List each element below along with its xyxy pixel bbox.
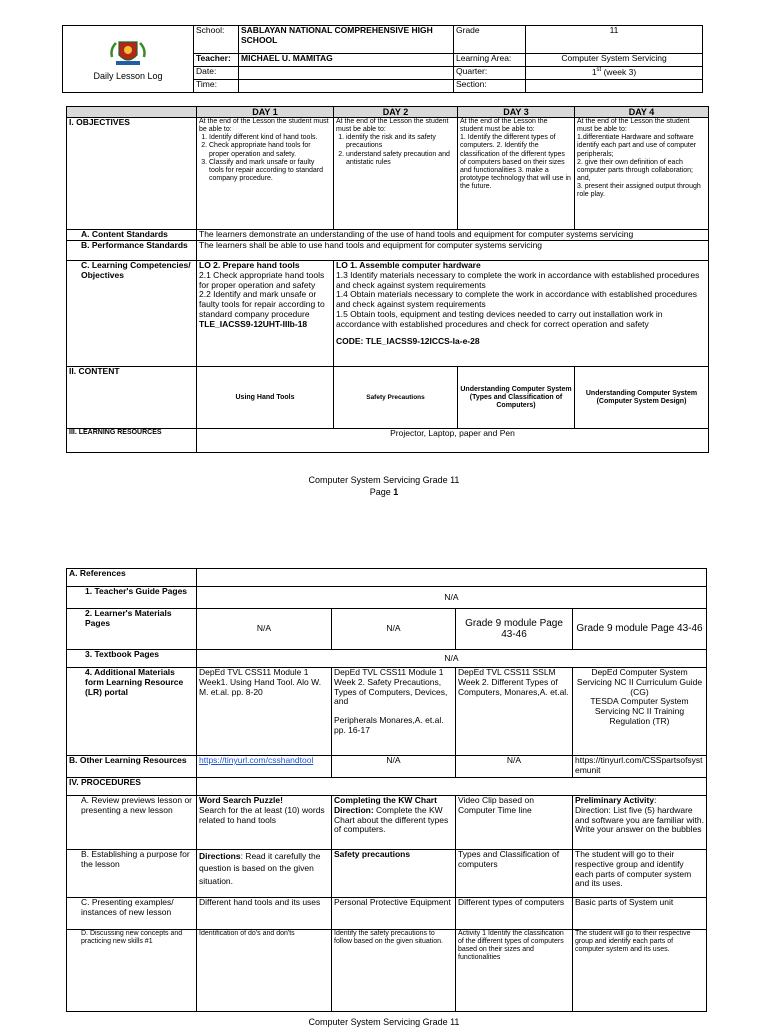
procedure-b-day4: The student will go to their respective group and identify each parts of computer system and its uses. — [573, 850, 707, 898]
procedure-d-day2: Identify the safety precautions to follow based on the given situation. — [332, 930, 456, 1012]
procedures-label: IV. PROCEDURES — [67, 778, 197, 796]
lo2-body: 2.1 Check appropriate hand tools for proper operation and safety 2.2 Identify and mark unsafe or faulty tools for repair according to standard company procedure — [199, 269, 325, 319]
objectives-day1-item: 2. Check appropriate hand tools for proper operation and safety. — [209, 142, 331, 158]
learners-materials-day1: N/A — [197, 609, 332, 650]
competencies-day1 — [197, 261, 334, 367]
procedure-a-day3: Video Clip based on Computer Time line — [456, 796, 573, 850]
resources-text: Projector, Laptop, paper and Pen — [197, 429, 709, 453]
content-day4: Understanding Computer System (Computer System Design) — [575, 367, 709, 429]
page-footer-2 — [0, 1016, 768, 1028]
procedure-a-day2-title: Completing the KW Chart — [334, 795, 437, 805]
learning-area-label: Learning Area: — [454, 54, 526, 67]
lo2-title: LO 2. Prepare hand tools — [199, 260, 300, 271]
grade-value: 11 — [526, 26, 703, 54]
performance-standards-text: The learners shall be able to use hand tools and equipment for computer systems servicing — [197, 241, 709, 261]
procedure-b-day1-body: : Read it carefully the question is based on the given situation. — [199, 851, 321, 886]
content-label: II. CONTENT — [67, 367, 197, 429]
procedure-b-label: B. Establishing a purpose for the lesson — [67, 850, 197, 898]
content-day1: Using Hand Tools — [197, 367, 334, 429]
lo1-code: CODE: TLE_IACSS9-12ICCS-Ia-e-28 — [336, 336, 480, 347]
procedure-d-day4: The student will go to their respective group and identify each parts of computer system and its uses. — [573, 930, 707, 1012]
date-value — [239, 67, 454, 80]
teachers-guide-value: N/A — [197, 587, 707, 609]
lesson-table-page2 — [66, 568, 707, 1012]
objectives-day2-item: 1. identify the risk and its safety precautions — [346, 134, 455, 150]
additional-materials-day2-b: Peripherals Monares,A. et.al. pp. 16-17 — [334, 715, 444, 735]
procedure-a-day1-title: Word Search Puzzle! — [199, 795, 283, 805]
date-label: Date: — [194, 67, 239, 80]
teachers-guide-label: 1. Teacher's Guide Pages — [67, 587, 197, 609]
objectives-label: I. OBJECTIVES — [67, 118, 197, 230]
competencies-label: C. Learning Competencies/ Objectives — [67, 261, 197, 367]
learners-materials-label: 2. Learner's Materials Pages — [67, 609, 197, 650]
day-header-3: DAY 3 — [458, 107, 575, 118]
day-header-4: DAY 4 — [575, 107, 709, 118]
footer-page-label: Page — [369, 487, 394, 497]
section-value — [526, 80, 703, 93]
procedure-a-day1 — [197, 796, 332, 850]
objectives-day1 — [197, 118, 334, 230]
other-resources-label: B. Other Learning Resources — [67, 756, 197, 778]
procedure-c-day4: Basic parts of System unit — [573, 898, 707, 930]
content-standards-label: A. Content Standards — [67, 230, 197, 241]
procedure-a-day4 — [573, 796, 707, 850]
header-table — [62, 25, 703, 93]
lesson-table-page1 — [66, 106, 709, 453]
procedure-d-day1: Identification of do's and don'ts — [197, 930, 332, 1012]
other-resources-day2: N/A — [332, 756, 456, 778]
learning-area-value: Computer System Servicing — [526, 54, 703, 67]
hand-tool-link[interactable]: https://tinyurl.com/csshandtool — [199, 755, 314, 765]
content-day2: Safety Precautions — [334, 367, 458, 429]
lo2-code: TLE_IACSS9-12UHT-IIIb-18 — [199, 318, 308, 329]
procedure-b-day2: Safety precautions — [332, 850, 456, 898]
procedure-c-day3: Different types of computers — [456, 898, 573, 930]
procedure-a-day2-direction: Direction: — [334, 804, 374, 815]
procedure-b-day1 — [197, 850, 332, 898]
school-value: SABLAYAN NATIONAL COMPREHENSIVE HIGH SCHOOL — [239, 26, 454, 54]
objectives-day2-intro: At the end of the Lesson the student must be able to: — [336, 118, 449, 134]
objectives-day4-body: 1.differentiate Hardware and software identify each part and use of computer peripherals; 2. give their own definition of each computer parts through collaboration; and, 3. present their assigned output through role play. — [577, 134, 701, 198]
resources-label: III. LEARNING RESOURCES — [67, 429, 197, 453]
additional-materials-day1: DepEd TVL CSS11 Module 1 Week1. Using Hand Tool. Alo W. M. et.al. pp. 8-20 — [197, 668, 332, 756]
procedure-c-day2: Personal Protective Equipment — [332, 898, 456, 930]
objectives-day3 — [458, 118, 575, 230]
footer-title: Computer System Servicing Grade 11 — [308, 475, 460, 485]
references-blank — [197, 569, 707, 587]
procedure-d-label: D. Discussing new concepts and practicing new skills #1 — [67, 930, 197, 1012]
grade-label: Grade — [454, 26, 526, 54]
school-label: School: — [194, 26, 239, 54]
quarter-value — [526, 67, 703, 80]
logo-cell — [63, 26, 194, 93]
footer-page-number: 1 — [393, 487, 399, 497]
objectives-day3-body: 1. Identify the different types of computers. 2. Identify the classification of the different types of computers based on their sizes and functionalities 3. make a prototype technology that will use in the future. — [460, 134, 571, 190]
time-label: Time: — [194, 80, 239, 93]
footer-page — [0, 486, 768, 498]
learners-materials-day4: Grade 9 module Page 43-46 — [573, 609, 707, 650]
procedure-a-day2-body: Complete the KW Chart about the different types of computers. — [334, 804, 449, 835]
learners-materials-day3: Grade 9 module Page 43-46 — [456, 609, 573, 650]
section-label: Section: — [454, 80, 526, 93]
procedure-c-label: C. Presenting examples/ instances of new lesson — [67, 898, 197, 930]
procedure-a-day2 — [332, 796, 456, 850]
references-label: A. References — [67, 569, 197, 587]
quarter-suffix: st — [596, 67, 602, 73]
additional-materials-day2-a: DepEd TVL CSS11 Module 1 Week 2. Safety Precautions, Types of Computers, Devices, and — [334, 667, 448, 707]
lo1-title: LO 1. Assemble computer hardware — [336, 260, 481, 271]
procedure-a-day4-body: : Direction: List five (5) hardware and software you are familiar with. Write your answer on the bubbles — [575, 795, 704, 835]
teacher-value: MICHAEL U. MAMITAG — [239, 54, 454, 67]
daily-lesson-log-title: Daily Lesson Log — [93, 71, 163, 82]
page-footer — [0, 474, 768, 498]
other-resources-day4: https://tinyurl.com/CSSpartsofsystemunit — [573, 756, 707, 778]
quarter-label: Quarter: — [454, 67, 526, 80]
procedure-a-day1-body: Search for the at least (10) words related to hand tools — [199, 804, 325, 825]
objectives-day1-intro: At the end of the Lesson the student must be able to: — [199, 118, 329, 134]
objectives-day2-item: 2. understand safety precaution and antistatic rules — [346, 151, 455, 167]
procedure-c-day1: Different hand tools and its uses — [197, 898, 332, 930]
quarter-number: 1 — [591, 66, 597, 77]
objectives-day2 — [334, 118, 458, 230]
objectives-day4-intro: At the end of the Lesson the student must be able to: — [577, 118, 690, 134]
objectives-day1-item: 1. Identify different kind of hand tools. — [209, 134, 331, 142]
procedure-b-day1-title: Directions — [199, 851, 241, 861]
textbook-value: N/A — [197, 650, 707, 668]
objectives-day1-item: 3. Classify and mark unsafe or faulty tools for repair according to standard company procedure. — [209, 159, 331, 183]
performance-standards-label: B. Performance Standards — [67, 241, 197, 261]
other-resources-day1[interactable] — [197, 756, 332, 778]
additional-materials-day2 — [332, 668, 456, 756]
learners-materials-day2: N/A — [332, 609, 456, 650]
lo1-body: 1.3 Identify materials necessary to complete the work in accordance with established procedures and check against system requirements 1.4 Obtain materials necessary to complete the work in accordance with established procedures and check against system requirements 1.5 Obtain tools, equipment and testing devices needed to carry out installation work in accordance with established procedures and check for correct operation and safety — [336, 269, 700, 329]
additional-materials-day4: DepEd Computer System Servicing NC II Curriculum Guide (CG) TESDA Computer System Servicing NC II Training Regulation (TR) — [573, 668, 707, 756]
objectives-day3-intro: At the end of the Lesson the student must be able to: — [460, 118, 548, 134]
objectives-day4 — [575, 118, 709, 230]
procedure-b-day3: Types and Classification of computers — [456, 850, 573, 898]
content-standards-text: The learners demonstrate an understanding of the use of hand tools and equipment for computer systems servicing — [197, 230, 709, 241]
competencies-day2-4 — [334, 261, 709, 367]
procedure-a-label: A. Review previews lesson or presenting a new lesson — [67, 796, 197, 850]
day-header-2: DAY 2 — [334, 107, 458, 118]
procedures-blank — [197, 778, 707, 796]
school-seal-icon — [108, 37, 148, 69]
additional-materials-day3: DepEd TVL CSS11 SSLM Week 2. Different Types of Computers, Monares,A. et.al. — [456, 668, 573, 756]
additional-materials-label: 4. Additional Materials form Learning Resource (LR) portal — [67, 668, 197, 756]
time-value — [239, 80, 454, 93]
content-day3: Understanding Computer System (Types and Classification of Computers) — [458, 367, 575, 429]
procedure-d-day3: Activity 1 Identify the classification of the different types of computers based on their sizes and functionalities — [456, 930, 573, 1012]
procedure-a-day4-title: Preliminary Activity — [575, 795, 655, 805]
quarter-week: (week 3) — [601, 66, 637, 77]
footer-title-2: Computer System Servicing Grade 11 — [308, 1017, 460, 1027]
other-resources-day3: N/A — [456, 756, 573, 778]
textbook-label: 3. Textbook Pages — [67, 650, 197, 668]
day-header-1: DAY 1 — [197, 107, 334, 118]
teacher-label: Teacher: — [194, 54, 239, 67]
day-header-blank — [67, 107, 197, 118]
